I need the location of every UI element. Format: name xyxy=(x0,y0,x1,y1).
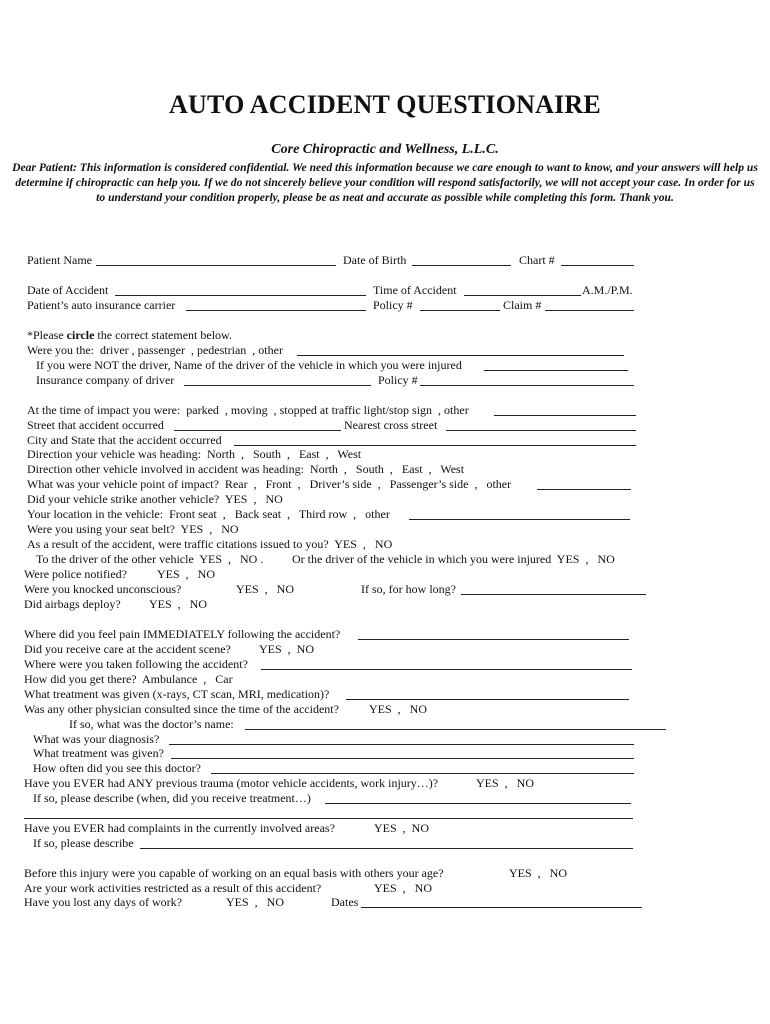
other-physician-label: Was any other physician consulted since the time of the accident? xyxy=(24,702,339,716)
airbags-yes-no[interactable]: YES , NO xyxy=(149,597,208,611)
describe-when-row xyxy=(0,791,770,806)
not-driver-field[interactable] xyxy=(484,370,628,371)
clinic-name: Core Chiropractic and Wellness, L.L.C. xyxy=(271,142,499,157)
insurance-carrier-field[interactable] xyxy=(186,310,366,311)
doctor-name-label: If so, what was the doctor’s name: xyxy=(69,717,234,731)
previous-trauma-label: Have you EVER had ANY previous trauma (motor vehicle accidents, work injury…)? xyxy=(24,776,439,790)
unconscious-yes-no[interactable]: YES , NO xyxy=(236,582,295,596)
how-often-field[interactable] xyxy=(211,773,634,774)
strike-other-row xyxy=(0,492,770,507)
taken-field[interactable] xyxy=(261,669,632,670)
airbags-row xyxy=(0,597,770,612)
restricted-yes-no[interactable]: YES , NO xyxy=(374,881,433,895)
policy2-field[interactable] xyxy=(420,385,634,386)
police-row xyxy=(0,567,770,582)
direction-you-row xyxy=(0,447,770,462)
location-row xyxy=(0,507,770,522)
street-label: Street that accident occurred xyxy=(27,418,164,432)
claim-label: Claim # xyxy=(503,298,542,312)
how-often-row xyxy=(0,761,770,776)
city-state-row xyxy=(0,433,770,448)
treatment-label: What treatment was given (x-rays, CT scan, MRI, medication)? xyxy=(24,687,330,701)
street-row xyxy=(0,418,770,433)
other-physician-row xyxy=(0,702,770,717)
previous-trauma-yes-no[interactable]: YES , NO xyxy=(476,776,535,790)
restricted-label: Are your work activities restricted as a result of this accident? xyxy=(24,881,322,895)
instruction-pre: *Please xyxy=(27,328,67,342)
location-other-field[interactable] xyxy=(409,519,630,520)
treatment-given-row xyxy=(0,746,770,761)
police-label: Were police notified? xyxy=(24,567,127,581)
date-of-accident-label: Date of Accident xyxy=(27,283,109,297)
unconscious-row xyxy=(0,582,770,597)
direction-other-label[interactable]: Direction other vehicle involved in accident was heading: North , South , East , West xyxy=(27,462,465,476)
describe-row xyxy=(0,836,770,851)
impact-label[interactable]: At the time of impact you were: parked , moving , stopped at traffic light/stop sign , other xyxy=(27,403,469,417)
dates-field[interactable] xyxy=(361,907,642,908)
get-there-label[interactable]: How did you get there? Ambulance , Car xyxy=(24,672,233,686)
pain-field[interactable] xyxy=(358,639,629,640)
accident-date-row xyxy=(0,283,770,298)
impact-row xyxy=(0,403,770,418)
citation-drivers-row xyxy=(0,552,770,567)
chart-label: Chart # xyxy=(519,253,555,267)
dob-label: Date of Birth xyxy=(343,253,407,267)
insurance-company-label: Insurance company of driver xyxy=(36,373,175,387)
describe-when-field[interactable] xyxy=(325,803,631,804)
police-yes-no[interactable]: YES , NO xyxy=(157,567,216,581)
taken-row xyxy=(0,657,770,672)
were-you-label[interactable]: Were you the: driver , passenger , pedestrian , other xyxy=(27,343,283,357)
time-of-accident-label: Time of Accident xyxy=(373,283,457,297)
how-long-label: If so, for how long? xyxy=(361,582,456,596)
care-scene-yes-no[interactable]: YES , NO xyxy=(259,642,315,656)
taken-label: Where were you taken following the accident? xyxy=(24,657,248,671)
patient-row xyxy=(0,253,770,268)
please-circle-instruction xyxy=(27,328,232,343)
were-you-row xyxy=(0,343,770,358)
diagnosis-field[interactable] xyxy=(169,744,634,745)
diagnosis-row xyxy=(0,732,770,747)
treatment-given-label: What treatment was given? xyxy=(33,746,164,760)
insurance-company-field[interactable] xyxy=(184,385,371,386)
restricted-row xyxy=(0,881,770,896)
point-of-impact-row xyxy=(0,477,770,492)
lost-days-row xyxy=(0,895,770,910)
insurance-row xyxy=(0,298,770,313)
treatment-given-field[interactable] xyxy=(171,758,634,759)
direction-other-row xyxy=(0,462,770,477)
policy-field[interactable] xyxy=(420,310,500,311)
pain-row xyxy=(0,627,770,642)
complaints-label: Have you EVER had complaints in the currently involved areas? xyxy=(24,821,335,835)
seat-belt-row xyxy=(0,522,770,537)
previous-trauma-row xyxy=(0,776,770,791)
chart-field[interactable] xyxy=(561,265,634,266)
describe-field[interactable] xyxy=(140,848,633,849)
dob-field[interactable] xyxy=(412,265,511,266)
complaints-row xyxy=(0,821,770,836)
strike-other-label[interactable]: Did your vehicle strike another vehicle? YES , NO xyxy=(27,492,283,506)
care-scene-label: Did you receive care at the accident scene? xyxy=(24,642,231,656)
form-title: AUTO ACCIDENT QUESTIONAIRE xyxy=(169,90,601,119)
other-physician-yes-no[interactable]: YES , NO xyxy=(369,702,428,716)
were-you-other-field[interactable] xyxy=(297,355,624,356)
capable-row xyxy=(0,866,770,881)
describe-when-field-line2[interactable] xyxy=(24,818,633,819)
diagnosis-label: What was your diagnosis? xyxy=(33,732,160,746)
policy2-label: Policy # xyxy=(378,373,418,387)
capable-label: Before this injury were you capable of working on an equal basis with others your age? xyxy=(24,866,444,880)
citations-label[interactable]: As a result of the accident, were traffic citations issued to you? YES , NO xyxy=(27,537,393,551)
point-of-impact-label[interactable]: What was your vehicle point of impact? Rear , Front , Driver’s side , Passenger’s side , other xyxy=(27,477,512,491)
city-state-field[interactable] xyxy=(234,445,636,446)
lost-days-yes-no[interactable]: YES , NO xyxy=(226,895,285,909)
citations-row xyxy=(0,537,770,552)
citation-your-driver-label[interactable]: Or the driver of the vehicle in which you were injured YES , NO xyxy=(292,552,615,566)
impact-other-field[interactable] xyxy=(494,415,636,416)
date-of-accident-field[interactable] xyxy=(115,295,366,296)
airbags-label: Did airbags deploy? xyxy=(24,597,121,611)
capable-yes-no[interactable]: YES , NO xyxy=(509,866,568,880)
unconscious-label: Were you knocked unconscious? xyxy=(24,582,182,596)
treatment-row xyxy=(0,687,770,702)
how-long-field[interactable] xyxy=(461,594,646,595)
cross-street-field[interactable] xyxy=(446,430,636,431)
street-field[interactable] xyxy=(174,430,341,431)
location-label[interactable]: Your location in the vehicle: Front seat , Back seat , Third row , other xyxy=(27,507,390,521)
insurance-company-row xyxy=(0,373,770,388)
insurance-carrier-label: Patient’s auto insurance carrier xyxy=(27,298,176,312)
how-often-label: How often did you see this doctor? xyxy=(33,761,201,775)
patient-name-label: Patient Name xyxy=(27,253,92,267)
city-state-label: City and State that the accident occurred xyxy=(27,433,222,447)
patient-name-field[interactable] xyxy=(96,265,336,266)
pain-label: Where did you feel pain IMMEDIATELY following the accident? xyxy=(24,627,341,641)
doctor-name-row xyxy=(0,717,770,732)
ampm-label: A.M./P.M. xyxy=(582,283,633,297)
care-scene-row xyxy=(0,642,770,657)
instruction-post: the correct statement below. xyxy=(94,328,232,342)
intro-paragraph: Dear Patient: This information is considered confidential. We need this information because we care enough to want to know, and your answers will help us determine if chiropractic can help you. If we do not sincerely believe your condition will respond satisfactorily, we will not accept your case. In order for us to understand your condition properly, please be as neat and accurate as possible while completing this form. Thank you. xyxy=(12,161,758,204)
time-of-accident-field[interactable] xyxy=(464,295,581,296)
policy-label: Policy # xyxy=(373,298,413,312)
dates-label: Dates xyxy=(331,895,359,909)
treatment-field[interactable] xyxy=(346,699,629,700)
point-of-impact-other-field[interactable] xyxy=(537,489,631,490)
get-there-row xyxy=(0,672,770,687)
describe-when-continuation xyxy=(0,806,770,821)
cross-street-label: Nearest cross street xyxy=(344,418,438,432)
not-driver-row xyxy=(0,358,770,373)
citation-other-driver-label[interactable]: To the driver of the other vehicle YES , NO . xyxy=(36,552,264,566)
doctor-name-field[interactable] xyxy=(245,729,666,730)
complaints-yes-no[interactable]: YES , NO xyxy=(374,821,430,835)
please-circle-row xyxy=(0,328,770,343)
claim-field[interactable] xyxy=(545,310,634,311)
direction-you-label[interactable]: Direction your vehicle was heading: North , South , East , West xyxy=(27,447,362,461)
lost-days-label: Have you lost any days of work? xyxy=(24,895,182,909)
instruction-circle-word: circle xyxy=(66,328,95,342)
not-driver-label: If you were NOT the driver, Name of the driver of the vehicle in which you were injured xyxy=(36,358,462,372)
describe-label: If so, please describe xyxy=(33,836,134,850)
describe-when-label: If so, please describe (when, did you receive treatment…) xyxy=(33,791,311,805)
seat-belt-label[interactable]: Were you using your seat belt? YES , NO xyxy=(27,522,239,536)
